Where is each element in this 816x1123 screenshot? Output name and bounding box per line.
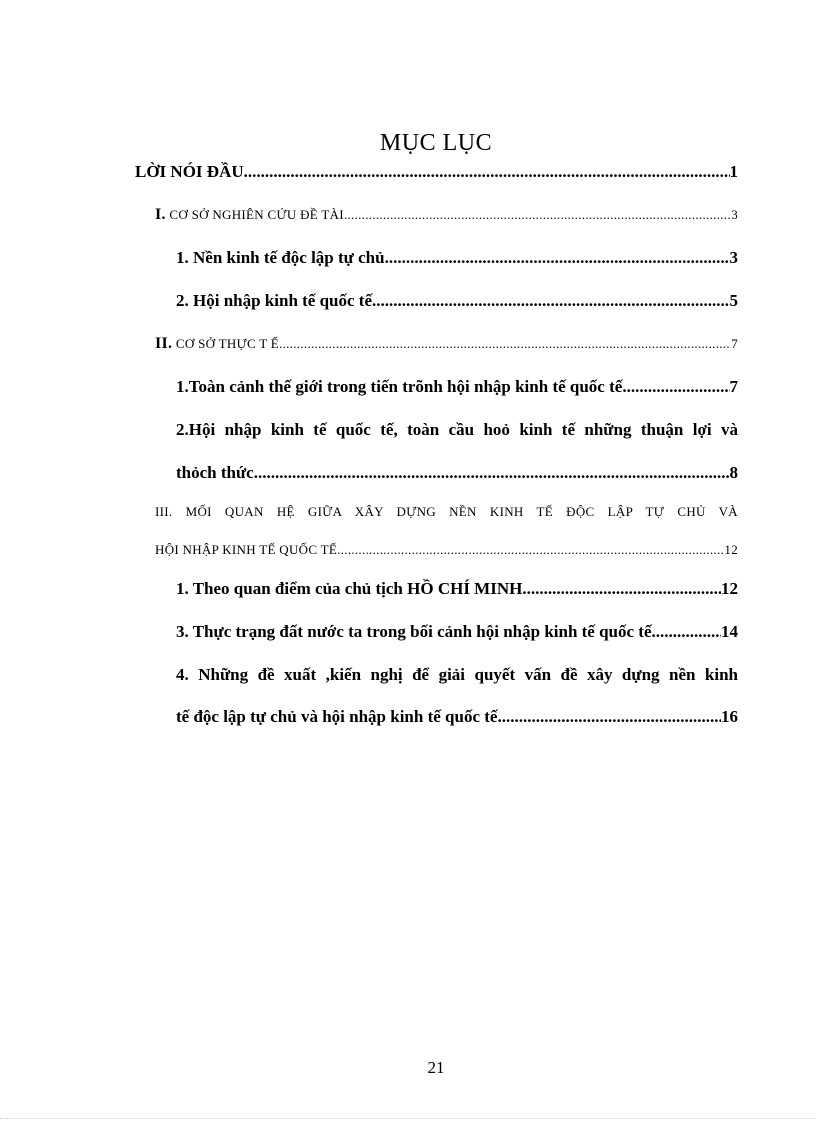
page-title: MỤC LỤC: [379, 130, 493, 156]
toc-leader-dots: [385, 248, 730, 268]
toc-entry-section-2[interactable]: [155, 335, 738, 353]
toc-entry-section-2-2[interactable]: [176, 463, 738, 483]
toc-entry-section-3-1[interactable]: [176, 579, 738, 599]
toc-page-number: 8: [729, 463, 738, 482]
toc-entry-section-3[interactable]: [155, 542, 738, 558]
toc-entry-label: 1.Toàn cảnh thế giới trong tiến trõnh hội nhập kinh tế quốc tế: [176, 377, 623, 396]
toc-leader-dots: [622, 377, 729, 397]
toc-page-number: 7: [731, 336, 738, 351]
toc-entry-section-1[interactable]: [155, 206, 738, 224]
toc-entry-label: tế độc lập tự chủ và hội nhập kinh tế quốc tế: [176, 707, 498, 726]
toc-page-number: 16: [721, 707, 738, 726]
page-bottom-border: [0, 1118, 816, 1119]
toc-leader-dots: [522, 579, 721, 599]
toc-page-number: 3: [729, 248, 738, 267]
toc-entry-label: thỏch thức: [176, 463, 254, 482]
toc-entry-label: LỜI NÓI ĐẦU: [135, 162, 244, 181]
toc-page-number: 1: [729, 162, 738, 181]
toc-entry-label: CƠ SỞ THỰC T Ế: [172, 336, 280, 351]
toc-leader-dots: [497, 707, 721, 727]
toc-roman-numeral: II.: [155, 335, 173, 352]
toc-entry-section-3-4-line1[interactable]: 4. Những đề xuất ,kiến nghị để giải quyết vấn đề xây dựng nền kinh: [176, 665, 738, 684]
toc-leader-dots: [254, 463, 730, 483]
toc-page-number: 14: [721, 622, 738, 641]
toc-entry-section-1-2[interactable]: [176, 291, 738, 311]
page-number: 21: [427, 1058, 445, 1077]
toc-leader-dots: [344, 207, 731, 223]
toc-entry-label: 3. Thực trạng đất nước ta trong bối cảnh hội nhập kinh tế quốc tế: [176, 622, 652, 641]
toc-entry-section-1-1[interactable]: [176, 248, 738, 268]
toc-page-number: 12: [721, 579, 738, 598]
toc-entry-section-3-4[interactable]: [176, 707, 738, 727]
toc-roman-numeral: I.: [155, 206, 166, 223]
toc-entry-label: HỘI NHẬP KINH TẾ QUỐC TẾ: [155, 542, 338, 557]
toc-leader-dots: [244, 162, 730, 182]
toc-entry-label: 1. Theo quan điểm của chủ tịch HỒ CHÍ MINH: [176, 579, 523, 598]
toc-entry-label: 2. Hội nhập kinh tế quốc tế: [176, 291, 373, 310]
toc-leader-dots: [279, 336, 731, 352]
toc-page-number: 5: [729, 291, 738, 310]
toc-leader-dots: [652, 622, 721, 642]
toc-page-number: 3: [731, 207, 738, 222]
toc-page-number: 7: [729, 377, 738, 396]
toc-entry-section-3-line1[interactable]: III. MỐI QUAN HỆ GIỮA XÂY DỰNG NỀN KINH TẾ ĐỘC LẬP TỰ CHỦ VÀ: [155, 504, 738, 519]
toc-leader-dots: [337, 542, 724, 558]
toc-entry-section-2-1[interactable]: [176, 377, 738, 397]
toc-entry-section-2-2-line1[interactable]: 2.Hội nhập kinh tế quốc tế, toàn cầu hoỏ kinh tế những thuận lợi và: [176, 420, 738, 439]
toc-leader-dots: [372, 291, 729, 311]
toc-entry-section-3-3[interactable]: [176, 622, 738, 642]
toc-page-number: 12: [724, 542, 738, 557]
toc-entry-foreword[interactable]: [135, 162, 738, 182]
toc-entry-label: CƠ SỞ NGHIÊN CỨU ĐỀ TÀI: [165, 207, 344, 222]
toc-entry-label: 1. Nền kinh tế độc lập tự chủ: [176, 248, 385, 267]
